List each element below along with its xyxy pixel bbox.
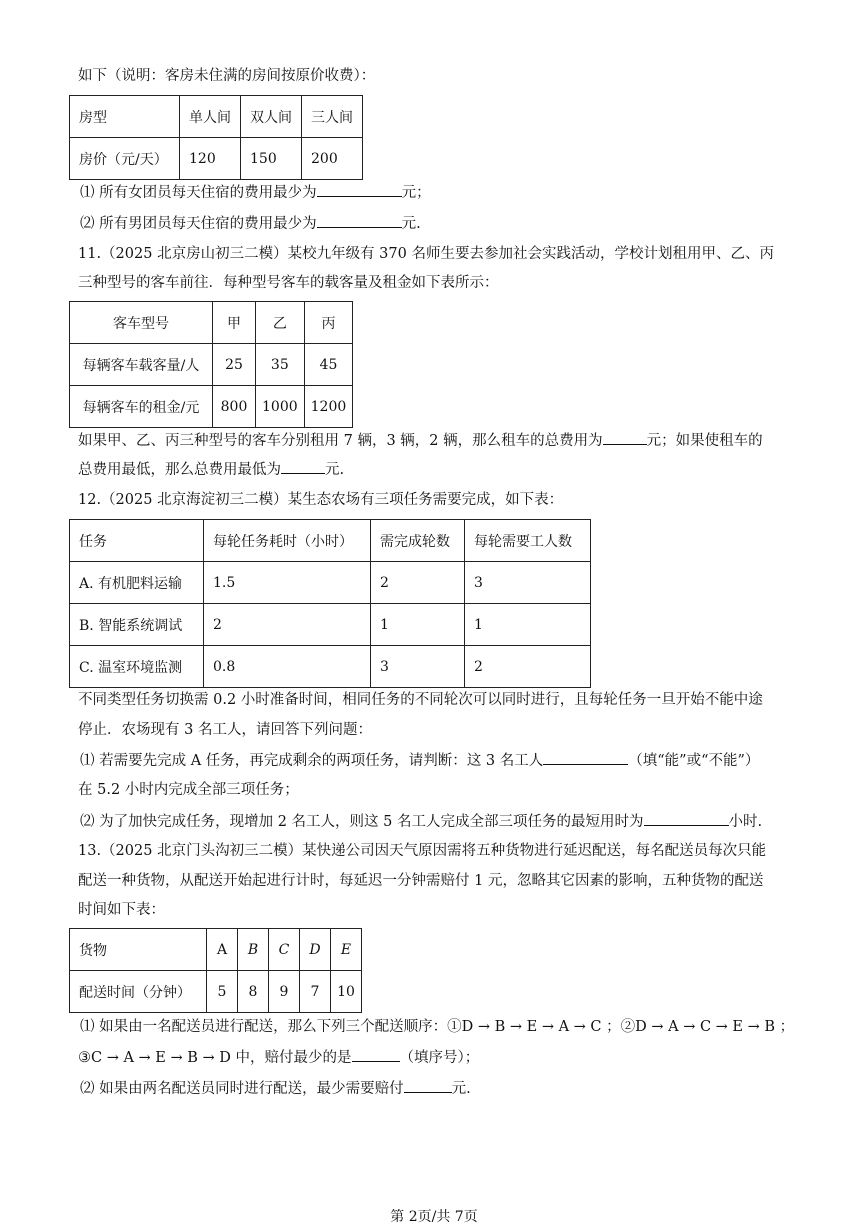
- answer-blank: [543, 750, 628, 765]
- table-cell: 每轮任务耗时（小时）: [204, 520, 371, 562]
- question-text: 元；如果使租车的: [646, 433, 763, 449]
- answer-blank: [644, 811, 729, 826]
- table-cell: 三人间: [302, 96, 363, 138]
- question-text: ③C → A → E → B → D 中，赔付最少的是: [78, 1050, 352, 1066]
- table-cell: 5: [207, 971, 238, 1013]
- q11-line2: 三种型号的客车前往．每种型号客车的载客量及租金如下表所示：: [78, 275, 499, 291]
- question-text: 小时.: [728, 814, 763, 830]
- table-cell: 1: [465, 604, 591, 646]
- q11-line4: [78, 459, 344, 480]
- table-cell: 2: [371, 562, 465, 604]
- table-cell: 每辆客车载客量/人: [70, 344, 213, 386]
- table-cell: 房型: [70, 96, 180, 138]
- answer-blank: [603, 430, 647, 445]
- table-cell: 150: [241, 138, 302, 180]
- table-cell: E: [331, 929, 362, 971]
- q13-line3: 时间如下表：: [78, 902, 165, 918]
- question-text: ⑵ 如果由两名配送员同时进行配送，最少需要赔付: [80, 1081, 404, 1097]
- table-cell: 9: [269, 971, 300, 1013]
- table-cell: 单人间: [180, 96, 241, 138]
- table-cell: 需完成轮数: [371, 520, 465, 562]
- answer-blank: [281, 459, 325, 474]
- question-text: 元.: [325, 462, 345, 478]
- table-cell: 1200: [304, 386, 353, 428]
- table-cell: 客车型号: [70, 302, 213, 344]
- table-cell: 7: [300, 971, 331, 1013]
- q12-line3: 停止．农场现有 3 名工人，请回答下列问题：: [78, 722, 372, 738]
- q13-line2: 配送一种货物，从配送开始起进行计时，每延迟一分钟需赔付 1 元，忽略其它因素的影响，五种货物的配送: [78, 873, 764, 889]
- table-cell: 1.5: [204, 562, 371, 604]
- answer-blank: [317, 213, 402, 228]
- question-text: 如果甲、乙、丙三种型号的客车分别租用 7 辆，3 辆，2 辆，那么租车的总费用为: [78, 433, 603, 449]
- question-text: 总费用最低，那么总费用最低为: [78, 462, 281, 478]
- table-cell: 配送时间（分钟）: [70, 971, 207, 1013]
- q12-line1: 12.（2025 北京海淀初三二模）某生态农场有三项任务需要完成，如下表：: [78, 492, 564, 508]
- q13-part1: ⑴ 如果由一名配送员进行配送，那么下列三个配送顺序：①D → B → E → A → C ；②D → A → C → E → B ；: [80, 1019, 795, 1035]
- table-cell: 3: [371, 646, 465, 688]
- question-text: 元.: [451, 1081, 471, 1097]
- q12-part1-cont: 在 5.2 小时内完成全部三项任务；: [78, 782, 299, 798]
- table-cell: 1: [371, 604, 465, 646]
- intro-text: 如下（说明：客房未住满的房间按原价收费）：: [78, 68, 376, 84]
- table-cell: 8: [238, 971, 269, 1013]
- question-text: ⑵ 为了加快完成任务，现增加 2 名工人，则这 5 名工人完成全部三项任务的最短用时为: [80, 814, 644, 830]
- table-cell: B. 智能系统调试: [70, 604, 204, 646]
- q13-part1-cont: [78, 1047, 479, 1068]
- table-cell: 25: [213, 344, 256, 386]
- table-cell: C: [269, 929, 300, 971]
- bus-rental-table: [69, 301, 353, 428]
- table-cell: 甲: [213, 302, 256, 344]
- q12-part1: [80, 750, 759, 771]
- table-cell: 丙: [304, 302, 353, 344]
- page-footer: 第 2页/共 7页: [390, 1209, 478, 1225]
- table-cell: 120: [180, 138, 241, 180]
- table-cell: 乙: [256, 302, 305, 344]
- table-cell: 10: [331, 971, 362, 1013]
- question-text: 元；: [401, 185, 431, 201]
- table-cell: 200: [302, 138, 363, 180]
- question-text: （填“能”或“不能”）: [628, 753, 760, 769]
- table-cell: 45: [304, 344, 353, 386]
- table-cell: 双人间: [241, 96, 302, 138]
- table-cell: 任务: [70, 520, 204, 562]
- table-cell: 2: [204, 604, 371, 646]
- q12-part2: [80, 811, 762, 832]
- table-cell: A. 有机肥料运输: [70, 562, 204, 604]
- q10-part1: [80, 182, 431, 203]
- table-cell: 35: [256, 344, 305, 386]
- table-cell: 1000: [256, 386, 305, 428]
- farm-task-table: [69, 519, 591, 688]
- table-cell: 800: [213, 386, 256, 428]
- delivery-time-table: [69, 928, 362, 1013]
- q13-part2: [80, 1078, 471, 1099]
- question-text: ⑵ 所有男团员每天住宿的费用最少为: [80, 216, 317, 232]
- table-cell: B: [238, 929, 269, 971]
- table-cell: C. 温室环境监测: [70, 646, 204, 688]
- table-cell: 每辆客车的租金/元: [70, 386, 213, 428]
- table-cell: 2: [465, 646, 591, 688]
- q12-line2: 不同类型任务切换需 0.2 小时准备时间，相同任务的不同轮次可以同时进行，且每轮任务一旦开始不能中途: [78, 692, 763, 708]
- table-cell: A: [207, 929, 238, 971]
- q11-line1: 11.（2025 北京房山初三二模）某校九年级有 370 名师生要去参加社会实践活动，学校计划租用甲、乙、丙: [78, 246, 774, 262]
- q11-line3: [78, 430, 763, 451]
- question-text: ⑴ 若需要先完成 A 任务，再完成剩余的两项任务，请判断：这 3 名工人: [80, 753, 544, 769]
- question-text: ⑴ 所有女团员每天住宿的费用最少为: [80, 185, 317, 201]
- table-cell: 货物: [70, 929, 207, 971]
- q10-part2: [80, 213, 421, 234]
- room-price-table: [69, 95, 363, 180]
- question-text: 元.: [401, 216, 421, 232]
- q13-line1: 13.（2025 北京门头沟初三二模）某快递公司因天气原因需将五种货物进行延迟配送，每名配送员每次只能: [78, 843, 767, 859]
- table-cell: 房价（元/天）: [70, 138, 180, 180]
- table-cell: 0.8: [204, 646, 371, 688]
- answer-blank: [317, 182, 402, 197]
- table-cell: D: [300, 929, 331, 971]
- table-cell: 3: [465, 562, 591, 604]
- answer-blank: [404, 1078, 452, 1093]
- table-cell: 每轮需要工人数: [465, 520, 591, 562]
- question-text: （填序号）；: [399, 1050, 480, 1066]
- answer-blank: [352, 1047, 400, 1062]
